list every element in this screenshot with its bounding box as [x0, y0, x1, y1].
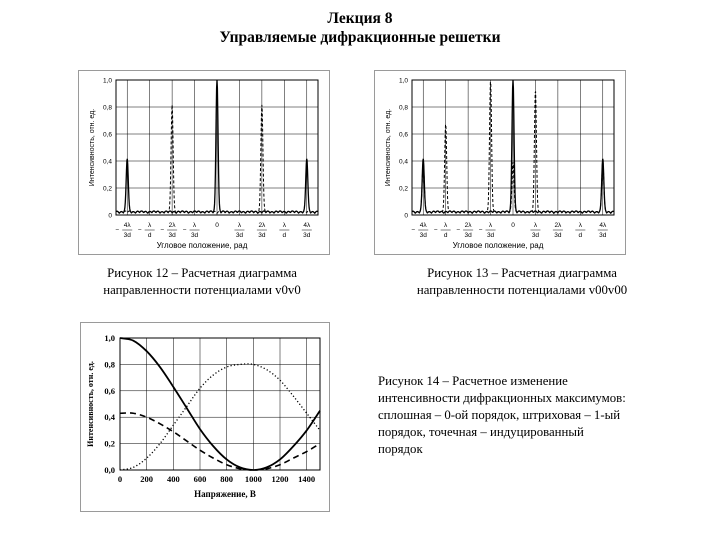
x-axis-label: Угловое положение, рад: [452, 241, 544, 250]
x-tick-numerator: λ: [444, 222, 448, 229]
x-tick-sign: −: [137, 227, 142, 234]
y-tick-label: 0: [108, 212, 112, 220]
figure-14-chart: [80, 322, 330, 512]
x-tick-denominator: d: [443, 232, 448, 239]
x-tick-denominator: d: [578, 232, 583, 239]
figure-13-svg: [374, 70, 626, 255]
x-tick-denominator: 3d: [303, 232, 311, 239]
x-tick-label: 1000: [244, 474, 262, 484]
x-tick-denominator: d: [147, 232, 152, 239]
x-tick-label: 1200: [271, 474, 289, 484]
caption-line: порядок: [378, 442, 423, 456]
caption-line: Рисунок 12 – Расчетная диаграмма: [107, 266, 297, 280]
x-tick-label: 0: [511, 222, 515, 229]
x-tick-label: 200: [140, 474, 154, 484]
lecture-number: Лекция 8: [327, 10, 393, 27]
caption-line: Рисунок 14 – Расчетное изменение: [378, 374, 568, 388]
caption-line: порядок, точечная – индуцированный: [378, 425, 584, 439]
x-tick-numerator: λ: [533, 222, 538, 229]
x-tick-numerator: λ: [148, 222, 152, 229]
x-tick-sign: −: [160, 227, 165, 234]
y-tick-label: 0,2: [102, 185, 112, 193]
y-tick-label: 0,8: [102, 104, 112, 112]
y-tick-label: 0,2: [398, 185, 408, 193]
y-tick-label: 0: [404, 212, 408, 220]
x-tick-label: 400: [166, 474, 180, 484]
caption-line: Рисунок 13 – Расчетная диаграмма: [427, 266, 617, 280]
y-axis-label: Интенсивность, отн. ед.: [86, 361, 95, 447]
y-tick-label: 0,6: [104, 385, 115, 396]
x-tick-numerator: 2λ: [168, 222, 176, 229]
x-tick-denominator: 3d: [599, 232, 607, 239]
x-tick-sign: −: [456, 227, 461, 234]
caption-line: направленности потенциалами v0v0: [103, 283, 301, 297]
x-tick-denominator: 3d: [235, 232, 244, 239]
figure-12-chart: [78, 70, 330, 255]
y-tick-label: 1,0: [104, 333, 115, 343]
x-tick-numerator: 2λ: [258, 222, 266, 229]
x-tick-label: 0: [215, 222, 219, 229]
x-tick-numerator: 2λ: [464, 222, 472, 229]
figure-14-caption: [378, 373, 678, 458]
x-tick-denominator: 3d: [168, 232, 176, 239]
x-tick-label: 1400: [298, 474, 316, 484]
x-tick-sign: −: [433, 227, 438, 234]
x-tick-sign: −: [115, 227, 120, 234]
y-tick-label: 0,4: [102, 158, 112, 166]
x-tick-numerator: λ: [282, 222, 286, 229]
figure-14-svg: [80, 322, 330, 512]
x-tick-sign: −: [478, 227, 483, 234]
y-tick-label: 0,4: [104, 412, 115, 423]
caption-line: интенсивности дифракционных максимумов:: [378, 391, 626, 405]
y-axis-label: Интенсивность, отн. ед.: [89, 108, 96, 187]
x-tick-denominator: 3d: [486, 232, 495, 239]
x-tick-numerator: λ: [237, 222, 242, 229]
x-tick-label: 800: [220, 474, 234, 484]
x-tick-denominator: 3d: [123, 232, 131, 239]
y-tick-label: 0,2: [104, 438, 115, 449]
lecture-topic: Управляемые дифракционные решетки: [219, 29, 501, 46]
x-tick-sign: −: [182, 227, 187, 234]
caption-line: сплошная – 0-ой порядок, штриховая – 1-ый: [378, 408, 621, 422]
x-tick-numerator: 4λ: [303, 222, 311, 229]
x-tick-denominator: d: [282, 232, 287, 239]
x-tick-numerator: 4λ: [419, 222, 427, 229]
x-tick-numerator: 2λ: [554, 222, 562, 229]
y-tick-label: 1,0: [102, 77, 112, 85]
x-tick-denominator: 3d: [464, 232, 472, 239]
figure-13-chart: [374, 70, 626, 255]
x-tick-sign: −: [411, 227, 416, 234]
y-tick-label: 0,6: [398, 131, 408, 139]
y-tick-label: 0,8: [104, 359, 115, 370]
x-axis-label: Напряжение, В: [194, 489, 256, 499]
x-tick-denominator: 3d: [190, 232, 199, 239]
x-tick-denominator: 3d: [531, 232, 540, 239]
x-tick-numerator: λ: [578, 222, 582, 229]
x-tick-numerator: λ: [192, 222, 197, 229]
x-tick-label: 600: [193, 474, 207, 484]
x-tick-denominator: 3d: [554, 232, 562, 239]
y-tick-label: 1,0: [398, 77, 408, 85]
y-tick-label: 0,4: [398, 158, 408, 166]
y-tick-label: 0,0: [104, 465, 115, 475]
x-axis-label: Угловое положение, рад: [156, 241, 248, 250]
y-tick-label: 0,6: [102, 131, 112, 139]
x-tick-label: 0: [117, 474, 123, 484]
x-tick-numerator: 4λ: [123, 222, 131, 229]
x-tick-denominator: 3d: [419, 232, 427, 239]
figure-12-svg: [78, 70, 330, 255]
caption-line: направленности потенциалами v00v00: [416, 283, 628, 297]
figure-12-caption: [80, 265, 324, 299]
figure-13-caption: [390, 265, 654, 299]
x-tick-numerator: 4λ: [599, 222, 607, 229]
x-tick-numerator: λ: [488, 222, 493, 229]
y-tick-label: 0,8: [398, 104, 408, 112]
y-axis-label: Интенсивность, отн. ед.: [385, 108, 392, 187]
x-tick-denominator: 3d: [258, 232, 266, 239]
